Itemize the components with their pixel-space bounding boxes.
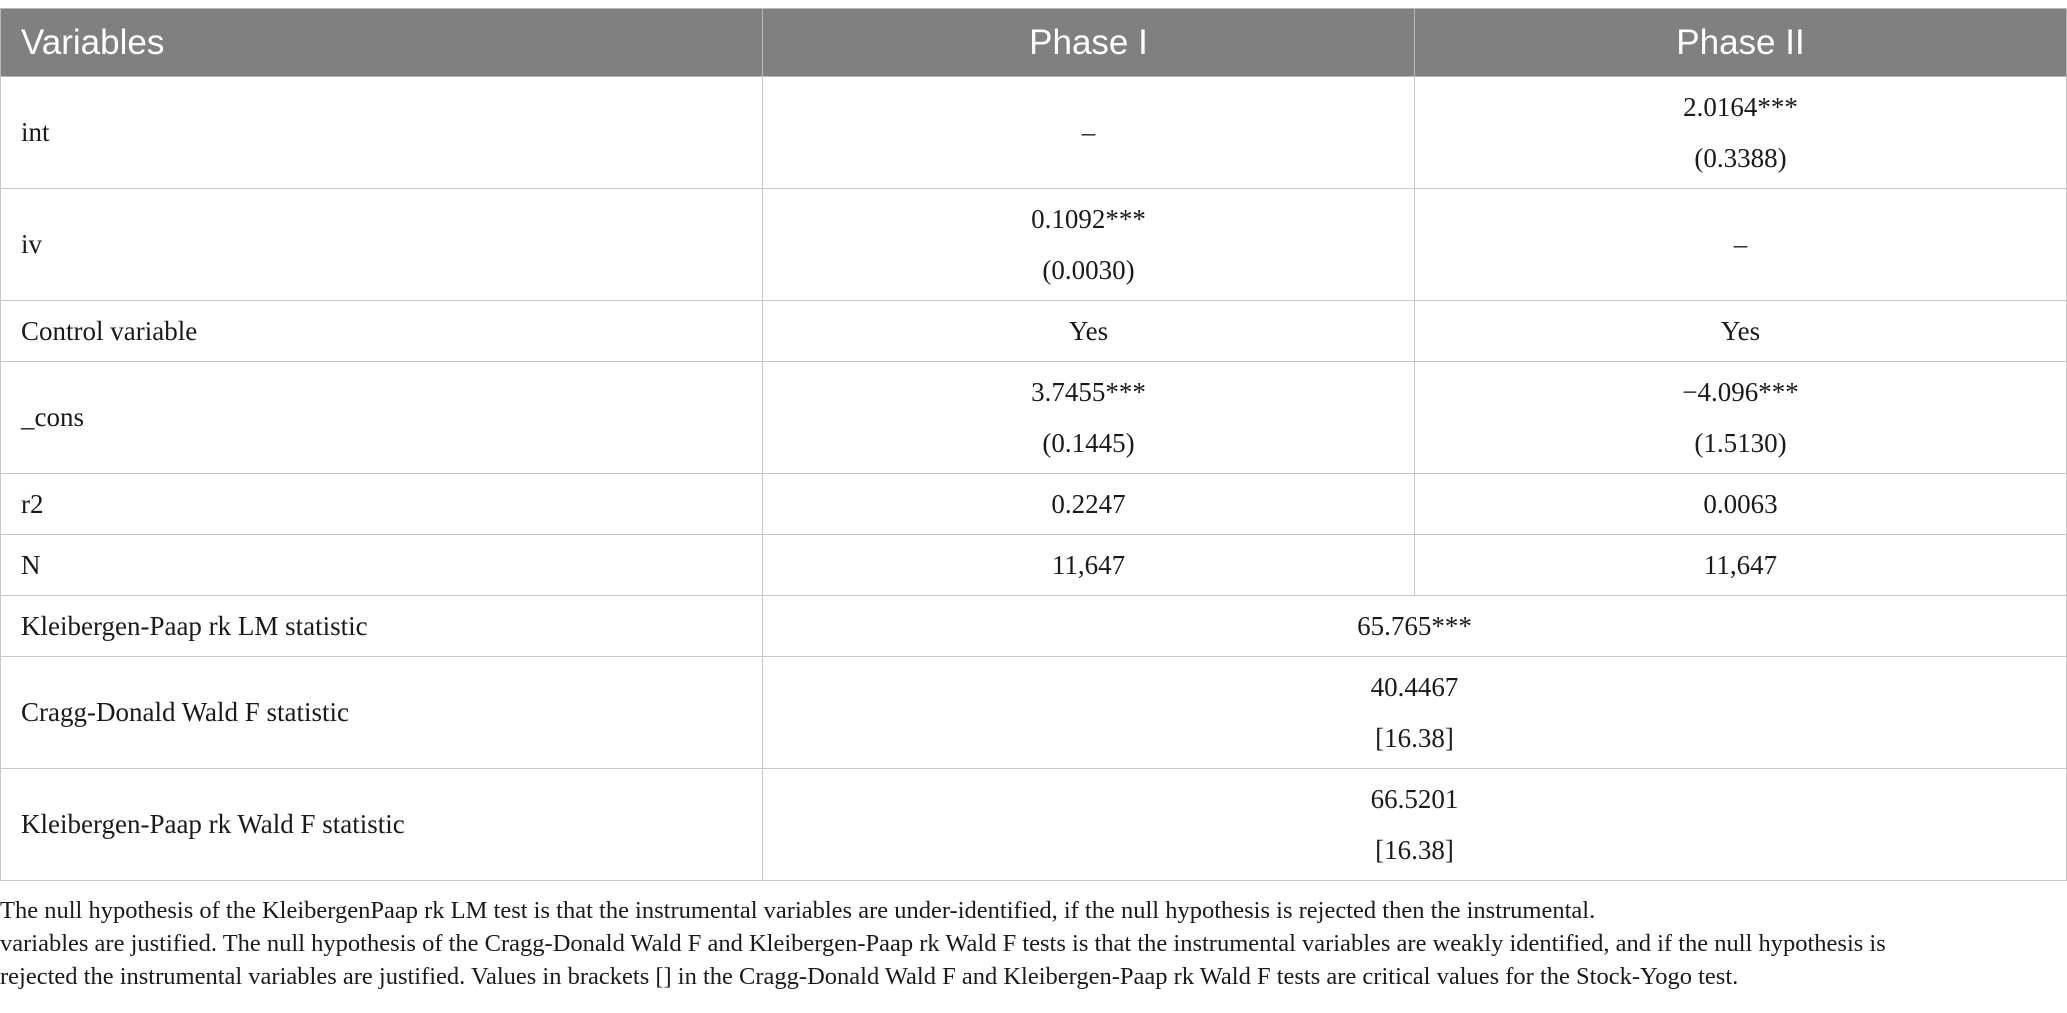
phase-2-cell: 0.0063: [1415, 474, 2067, 535]
test-label: Cragg-Donald Wald F statistic: [1, 657, 763, 769]
table-row: [1, 77, 2067, 189]
phase-2-cell: [1415, 362, 2067, 474]
footnote-line: rejected the instrumental variables are justified. Values in brackets [] in the Cragg-Donald Wald F and Kleibergen-Paap rk Wald F tests are critical values for the Stock-Yogo test.: [0, 963, 1739, 990]
row-label: N: [1, 535, 763, 596]
phase-1-cell: [763, 189, 1415, 301]
coefficient: 0.1092***: [1031, 203, 1146, 234]
header-phase-2: Phase II: [1415, 9, 2067, 77]
test-value-cell: [763, 657, 2067, 769]
phase-2-cell: [1415, 77, 2067, 189]
footnote-line: variables are justified. The null hypothesis of the Cragg-Donald Wald F and Kleibergen-Paap rk Wald F tests is that the instrumental variables are weakly identified, and if the null hypothesis is: [0, 930, 1886, 957]
header-phase-1: Phase I: [763, 9, 1415, 77]
phase-2-cell: [1415, 189, 2067, 301]
standard-error: (0.1445): [1042, 427, 1135, 458]
table-row: [1, 362, 2067, 474]
footnote-line: The null hypothesis of the KleibergenPaap rk LM test is that the instrumental variables are under-identified, if the null hypothesis is rejected then the instrumental.: [0, 897, 1596, 924]
row-label: _cons: [1, 362, 763, 474]
standard-error: (0.0030): [1042, 254, 1135, 285]
test-row: [1, 769, 2067, 881]
phase-1-cell: 0.2247: [763, 474, 1415, 535]
table-row: [1, 301, 2067, 362]
phase-2-cell: Yes: [1415, 301, 2067, 362]
standard-error: (1.5130): [1694, 427, 1787, 458]
coefficient: 3.7455***: [1031, 376, 1146, 407]
standard-error: (0.3388): [1694, 142, 1787, 173]
table-row: [1, 535, 2067, 596]
row-label: int: [1, 77, 763, 189]
test-statistic: 40.4467: [1370, 671, 1459, 702]
coefficient: 2.0164***: [1683, 91, 1798, 122]
table-footnote: [0, 894, 2066, 993]
table-row: [1, 189, 2067, 301]
phase-1-cell: Yes: [763, 301, 1415, 362]
test-row: [1, 657, 2067, 769]
phase-2-cell: 11,647: [1415, 535, 2067, 596]
phase-1-cell: [763, 77, 1415, 189]
row-label: Control variable: [1, 301, 763, 362]
coefficient: –: [1081, 117, 1096, 147]
test-label: Kleibergen-Paap rk LM statistic: [1, 596, 763, 657]
critical-value: [16.38]: [1375, 722, 1454, 753]
phase-1-cell: 11,647: [763, 535, 1415, 596]
coefficient: –: [1733, 229, 1748, 259]
table-row: [1, 474, 2067, 535]
critical-value: [16.38]: [1375, 834, 1454, 865]
table-header: [1, 9, 2067, 77]
row-label: r2: [1, 474, 763, 535]
test-row: [1, 596, 2067, 657]
test-statistic: 66.5201: [1370, 783, 1459, 814]
test-label: Kleibergen-Paap rk Wald F statistic: [1, 769, 763, 881]
table-body: [1, 77, 2067, 881]
test-value-cell: [763, 769, 2067, 881]
coefficient: −4.096***: [1682, 376, 1799, 407]
test-value-cell: 65.765***: [763, 596, 2067, 657]
header-row: [1, 9, 2067, 77]
header-variables: Variables: [1, 9, 763, 77]
results-table: [0, 8, 2067, 881]
phase-1-cell: [763, 362, 1415, 474]
row-label: iv: [1, 189, 763, 301]
